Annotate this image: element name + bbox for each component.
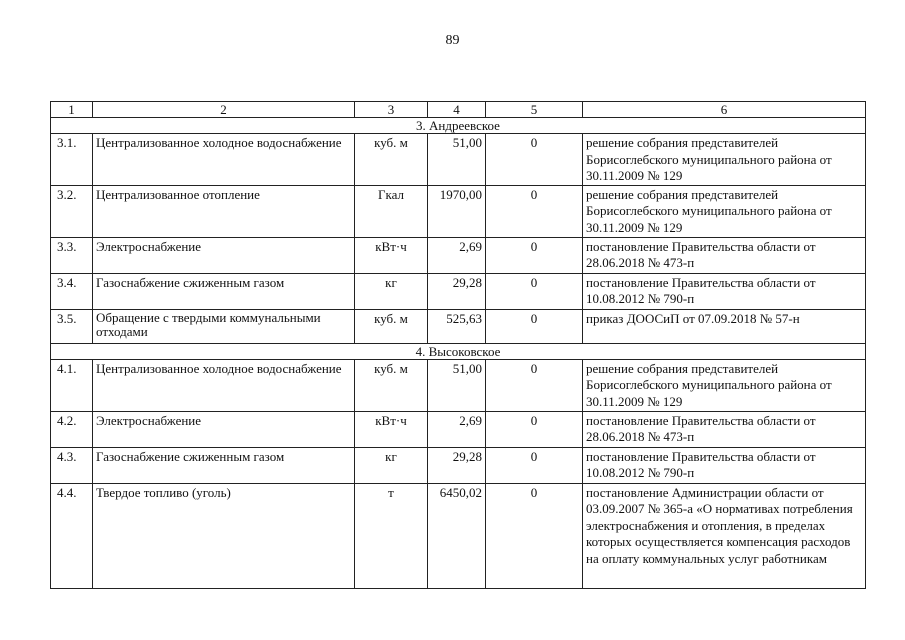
value-cell: 6450,02 xyxy=(428,483,486,588)
basis-cell: решение собрания представителей Борисоглебского муниципального района от 30.11.2009 № 129 xyxy=(583,185,866,237)
row-number: 3.5. xyxy=(51,309,93,343)
col5-cell: 0 xyxy=(486,309,583,343)
service-name: Централизованное отопление xyxy=(93,185,355,237)
row-number: 3.2. xyxy=(51,185,93,237)
section-header-row xyxy=(51,118,866,134)
service-name: Электроснабжение xyxy=(93,411,355,447)
column-header: 6 xyxy=(583,102,866,118)
basis-cell: решение собрания представителей Борисоглебского муниципального района от 30.11.2009 № 129 xyxy=(583,359,866,411)
value-cell: 2,69 xyxy=(428,411,486,447)
row-number: 4.3. xyxy=(51,447,93,483)
section-header-row xyxy=(51,343,866,359)
basis-cell: постановление Правительства области от 28.06.2018 № 473-п xyxy=(583,237,866,273)
service-name: Централизованное холодное водоснабжение xyxy=(93,134,355,186)
unit-cell: кВт·ч xyxy=(355,411,428,447)
row-number: 3.1. xyxy=(51,134,93,186)
section-title: 3. Андреевское xyxy=(51,118,866,134)
section-title: 4. Высоковское xyxy=(51,343,866,359)
value-cell: 51,00 xyxy=(428,134,486,186)
value-cell: 51,00 xyxy=(428,359,486,411)
unit-cell: кВт·ч xyxy=(355,237,428,273)
row-number: 4.4. xyxy=(51,483,93,588)
column-header: 2 xyxy=(93,102,355,118)
row-number: 3.3. xyxy=(51,237,93,273)
service-name: Обращение с твердыми коммунальными отходами xyxy=(93,309,355,343)
service-name: Централизованное холодное водоснабжение xyxy=(93,359,355,411)
unit-cell: кг xyxy=(355,447,428,483)
table-row xyxy=(51,359,866,411)
service-name: Электроснабжение xyxy=(93,237,355,273)
service-name: Газоснабжение сжиженным газом xyxy=(93,447,355,483)
column-header: 4 xyxy=(428,102,486,118)
basis-cell: постановление Правительства области от 10.08.2012 № 790-п xyxy=(583,447,866,483)
service-name: Твердое топливо (уголь) xyxy=(93,483,355,588)
norms-table xyxy=(50,101,866,589)
table-row xyxy=(51,309,866,343)
table-row xyxy=(51,237,866,273)
col5-cell: 0 xyxy=(486,359,583,411)
col5-cell: 0 xyxy=(486,185,583,237)
row-number: 4.1. xyxy=(51,359,93,411)
value-cell: 1970,00 xyxy=(428,185,486,237)
table-row xyxy=(51,134,866,186)
col5-cell: 0 xyxy=(486,447,583,483)
table-row xyxy=(51,483,866,588)
basis-cell: постановление Правительства области от 10.08.2012 № 790-п xyxy=(583,273,866,309)
basis-cell: постановление Правительства области от 28.06.2018 № 473-п xyxy=(583,411,866,447)
service-name: Газоснабжение сжиженным газом xyxy=(93,273,355,309)
basis-cell: решение собрания представителей Борисоглебского муниципального района от 30.11.2009 № 129 xyxy=(583,134,866,186)
page-number: 89 xyxy=(445,33,460,48)
unit-cell: Гкал xyxy=(355,185,428,237)
row-number: 4.2. xyxy=(51,411,93,447)
unit-cell: куб. м xyxy=(355,359,428,411)
value-cell: 2,69 xyxy=(428,237,486,273)
unit-cell: кг xyxy=(355,273,428,309)
col5-cell: 0 xyxy=(486,483,583,588)
value-cell: 525,63 xyxy=(428,309,486,343)
unit-cell: куб. м xyxy=(355,134,428,186)
unit-cell: куб. м xyxy=(355,309,428,343)
col5-cell: 0 xyxy=(486,237,583,273)
col5-cell: 0 xyxy=(486,273,583,309)
basis-cell: постановление Администрации области от 03.09.2007 № 365-а «О нормативах потребления электроснабжения и отопления, в пределах которых осуществляется компенсация расходов на оплату коммунальных услуг работникам xyxy=(583,483,866,588)
col5-cell: 0 xyxy=(486,411,583,447)
table-row xyxy=(51,273,866,309)
unit-cell: т xyxy=(355,483,428,588)
column-header: 5 xyxy=(486,102,583,118)
column-header: 3 xyxy=(355,102,428,118)
col5-cell: 0 xyxy=(486,134,583,186)
value-cell: 29,28 xyxy=(428,447,486,483)
basis-cell: приказ ДООСиП от 07.09.2018 № 57-н xyxy=(583,309,866,343)
column-header: 1 xyxy=(51,102,93,118)
column-number-row xyxy=(51,102,866,118)
table-row xyxy=(51,447,866,483)
table-row xyxy=(51,411,866,447)
table-row xyxy=(51,185,866,237)
row-number: 3.4. xyxy=(51,273,93,309)
value-cell: 29,28 xyxy=(428,273,486,309)
